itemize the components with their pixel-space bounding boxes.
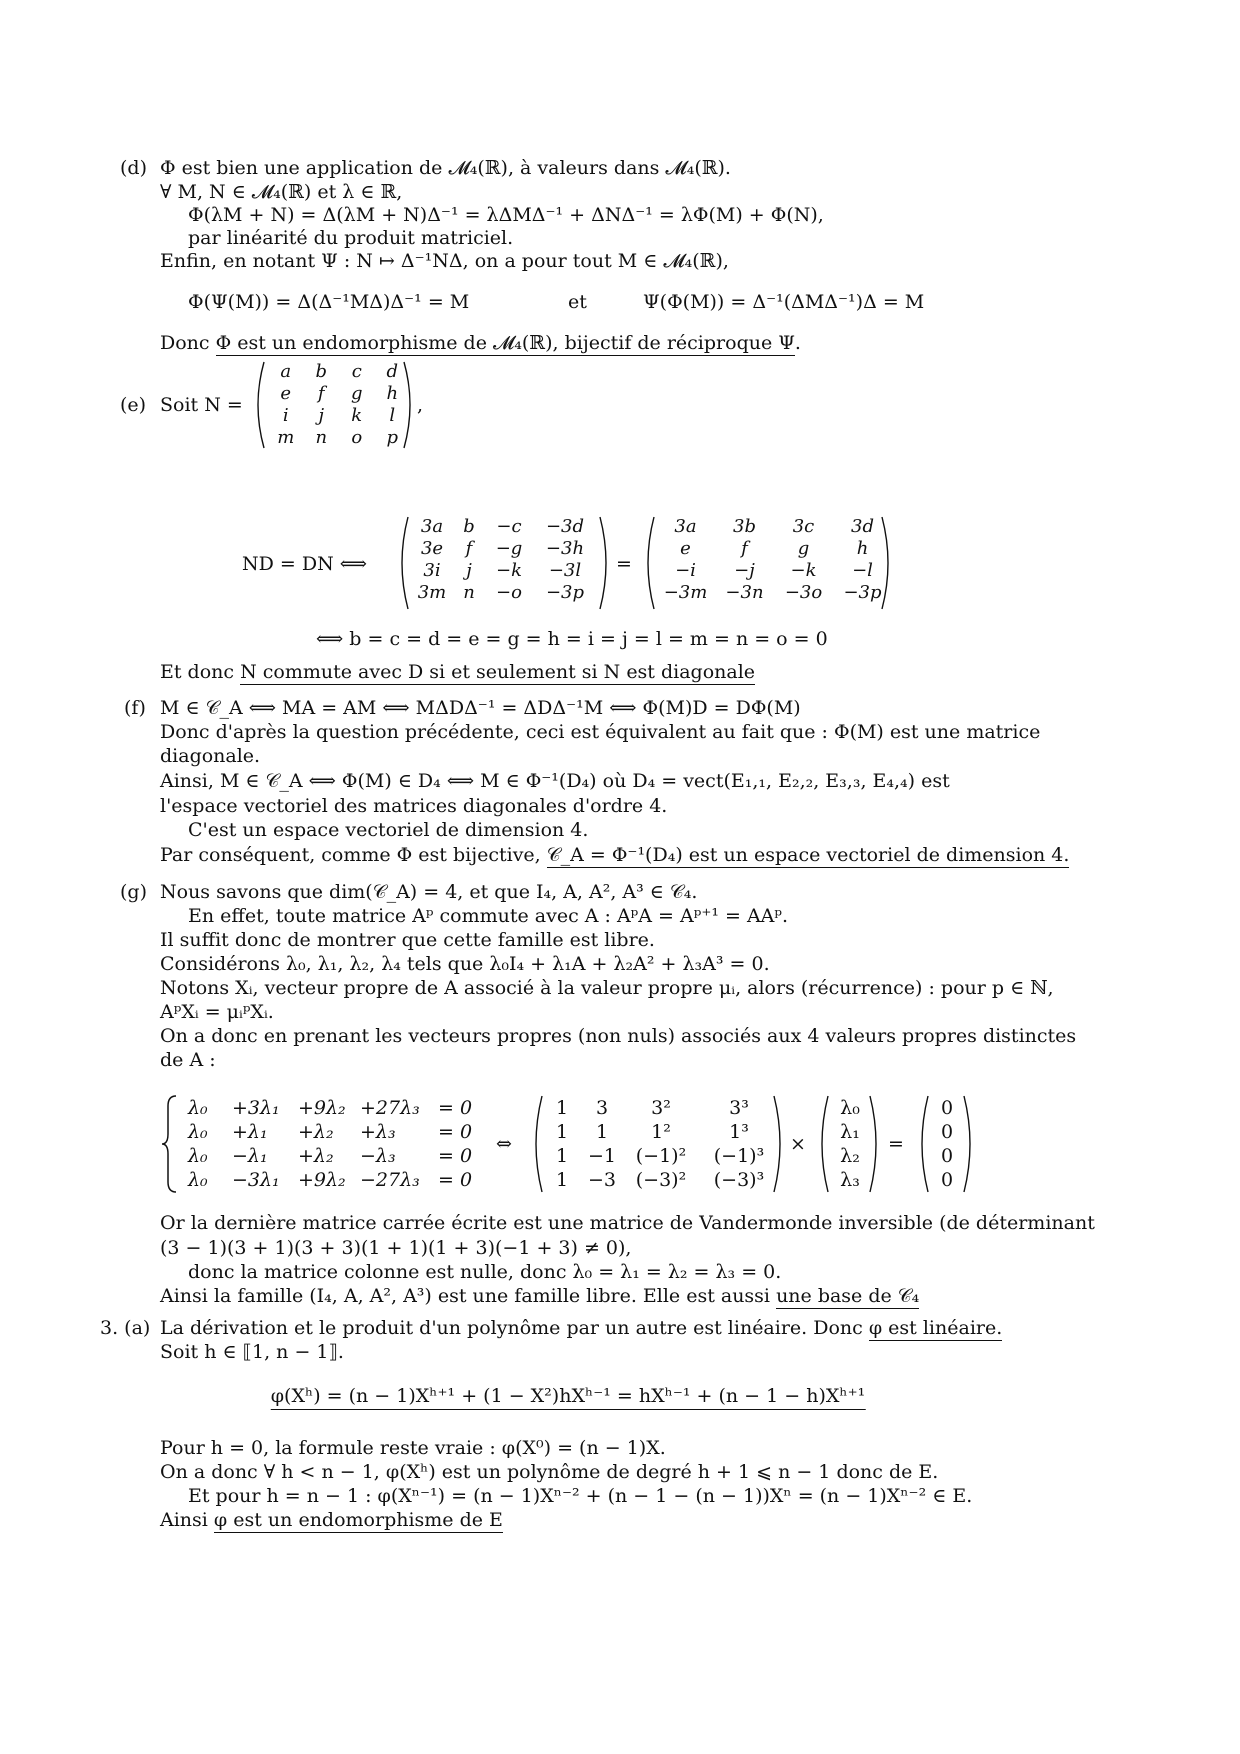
matrix-ND-entry: 3m	[417, 582, 447, 603]
matrix-ND-entry: −k	[496, 560, 522, 581]
lambda-entry: λ₂	[840, 1145, 860, 1167]
g-line-10: (3 − 1)(3 + 1)(3 + 3)(1 + 1)(1 + 3)(−1 + 3) ≠ 0),	[160, 1237, 632, 1259]
linear-system	[188, 1096, 484, 1192]
d-conclusion-underlined: Φ est un endomorphisme de 𝓜₄(ℝ), bijectif de réciproque Ψ	[215, 332, 795, 354]
d-line-3: Φ(λM + N) = Δ(λM + N)Δ⁻¹ = λΔMΔ⁻¹ + ΔNΔ⁻¹ = λΦ(M) + Φ(N),	[188, 204, 824, 226]
g-line-5: Notons Xᵢ, vecteur propre de A associé à la valeur propre μᵢ, alors (récurrence) : pour p ∈ ℕ,	[160, 977, 1054, 999]
matrix-DN-entry: 3d	[851, 516, 874, 537]
f-line-4: Ainsi, M ∈ 𝒞_A ⟺ Φ(M) ∈ D₄ ⟺ M ∈ Φ⁻¹(D₄) où D₄ = vect(E₁,₁, E₂,₂, E₃,₃, E₄,₄) est	[160, 770, 950, 792]
matrix-ND-entry: −3h	[545, 538, 585, 559]
vandermonde-entry: 1	[555, 1121, 569, 1143]
matrix-DN-entry: e	[680, 538, 691, 559]
system-term: +3λ₁	[232, 1097, 280, 1119]
f-line-7-underlined: 𝒞_A = Φ⁻¹(D₄) est un espace vectoriel de dimension 4.	[546, 844, 1070, 866]
g-line-12-prefix: Ainsi la famille (I₄, A, A², A³) est une famille libre. Elle est aussi	[160, 1285, 771, 1307]
matrix-N-left-paren	[250, 360, 266, 450]
d-line-5: Enfin, en notant Ψ : N ↦ Δ⁻¹NΔ, on a pour tout M ∈ 𝓜₄(ℝ),	[160, 250, 729, 272]
d-line-4: par linéarité du produit matriciel.	[188, 227, 514, 249]
matrix-ND-entry: −c	[496, 516, 522, 537]
matrix-ND-right-paren	[598, 515, 614, 611]
matrix-DN-entry: −k	[790, 560, 817, 581]
g-line-7: On a donc en prenant les vecteurs propres (non nuls) associés aux 4 valeurs propres distinctes	[160, 1025, 1077, 1047]
matrix-ND-entry: j	[466, 560, 472, 581]
q3a-line-4: On a donc ∀ h < n − 1, φ(Xʰ) est un polynôme de degré h + 1 ⩽ n − 1 donc de E.	[160, 1461, 939, 1483]
item-label-e: (e)	[120, 394, 147, 416]
matrix-ND-entry: b	[463, 516, 475, 537]
f-line-5: l'espace vectoriel des matrices diagonales d'ordre 4.	[160, 795, 668, 817]
matrix-V-right-paren	[772, 1094, 788, 1194]
system-term: −λ₁	[232, 1145, 268, 1167]
f-line-3: diagonale.	[160, 745, 261, 767]
e-nd-label: ND = DN ⟺	[242, 553, 367, 575]
matrix-DN-entry: −l	[852, 560, 873, 581]
matrix-DN-entry: −3p	[843, 582, 882, 603]
system-term: = 0	[438, 1169, 473, 1191]
g-line-12	[160, 1284, 919, 1308]
zero-entry: 0	[940, 1121, 954, 1143]
vandermonde-entry: (−1)³	[713, 1145, 765, 1167]
vandermonde-entry: 3²	[651, 1097, 671, 1119]
zero-entry: 0	[940, 1145, 954, 1167]
vandermonde-entry: 3	[595, 1097, 609, 1119]
matrix-ND-entry: −3d	[545, 516, 585, 537]
matrix-N-entry: l	[389, 405, 396, 426]
vandermonde-entry: −1	[587, 1145, 616, 1167]
matrix-ND-entry: 3a	[420, 516, 444, 537]
lambda-entry: λ₁	[840, 1121, 860, 1143]
matrix-DN-entry: g	[797, 538, 810, 559]
g-line-1: Nous savons que dim(𝒞_A) = 4, et que I₄, A, A², A³ ∈ 𝒞₄.	[160, 881, 698, 903]
vandermonde-entry: 1³	[729, 1121, 749, 1143]
lambda-vector-right-paren	[868, 1094, 884, 1194]
q3a-line-2: Soit h ∈ ⟦1, n − 1⟧.	[160, 1341, 344, 1363]
vandermonde-entry: (−3)³	[713, 1169, 765, 1191]
matrix-N-entry: j	[318, 405, 325, 426]
matrix-ND-entry: n	[463, 582, 475, 603]
g-line-12-underlined: une base de 𝒞₄	[776, 1285, 920, 1307]
e-equivalence: ⟺ b = c = d = e = g = h = i = j = l = m = n = o = 0	[316, 628, 828, 650]
e-conclusion-underlined: N commute avec D si et seulement si N est diagonale	[240, 661, 756, 683]
g-line-3: Il suffit donc de montrer que cette famille est libre.	[160, 929, 655, 951]
item-label-g: (g)	[120, 881, 147, 903]
d-equation-left: Φ(Ψ(M)) = Δ(Δ⁻¹MΔ)Δ⁻¹ = M	[188, 291, 470, 313]
g-line-4: Considérons λ₀, λ₁, λ₂, λ₄ tels que λ₀I₄ + λ₁A + λ₂A² + λ₃A³ = 0.	[160, 953, 770, 975]
matrix-ND-entry: 3e	[420, 538, 444, 559]
zero-vector	[930, 1096, 964, 1192]
lambda-vector-left-paren	[814, 1094, 830, 1194]
q3a-line-6	[160, 1508, 503, 1532]
q3a-line-1-prefix: La dérivation et le produit d'un polynôme par un autre est linéaire. Donc	[160, 1317, 863, 1339]
matrix-DN-entry: 3c	[792, 516, 815, 537]
f-line-7-prefix: Par conséquent, comme Φ est bijective,	[160, 844, 541, 866]
q3a-equation: φ(Xʰ) = (n − 1)Xʰ⁺¹ + (1 − X²)hXʰ⁻¹ = hXʰ⁻¹ + (n − 1 − h)Xʰ⁺¹	[271, 1384, 866, 1410]
item-label-d: (d)	[120, 157, 147, 179]
matrix-N-entry: b	[315, 361, 328, 382]
system-term: −27λ₃	[360, 1169, 420, 1191]
f-line-1: M ∈ 𝒞_A ⟺ MA = AM ⟺ MΔDΔ⁻¹ = ΔDΔ⁻¹M ⟺ Φ(M)D = DΦ(M)	[160, 697, 801, 719]
matrix-ND-left-paren	[394, 515, 410, 611]
matrix-V-left-paren	[528, 1094, 544, 1194]
matrix-N-entry: o	[351, 427, 363, 448]
zero-vector-right-paren	[962, 1094, 978, 1194]
vandermonde-entry: 1	[555, 1169, 569, 1191]
g-line-11: donc la matrice colonne est nulle, donc λ₀ = λ₁ = λ₂ = λ₃ = 0.	[188, 1261, 782, 1283]
d-line-1: Φ est bien une application de 𝓜₄(ℝ), à valeurs dans 𝓜₄(ℝ).	[160, 157, 731, 179]
zero-entry: 0	[940, 1169, 954, 1191]
matrix-DN-entry: −3n	[725, 582, 764, 603]
system-term: +9λ₂	[298, 1097, 346, 1119]
q3a-line-1-underlined: φ est linéaire.	[868, 1317, 1003, 1339]
lambda-entry: λ₃	[840, 1169, 860, 1191]
system-term: −λ₃	[360, 1145, 396, 1167]
matrix-N-entry: e	[280, 383, 292, 404]
matrix-ND-entry: −3p	[545, 582, 585, 603]
e-conclusion-prefix: Et donc	[160, 661, 235, 683]
system-term: = 0	[438, 1097, 473, 1119]
q3a-line-5: Et pour h = n − 1 : φ(Xⁿ⁻¹) = (n − 1)Xⁿ⁻² + (n − 1 − (n − 1))Xⁿ = (n − 1)Xⁿ⁻² ∈ E.	[188, 1485, 973, 1507]
system-term: = 0	[438, 1145, 473, 1167]
e-comma: ,	[417, 394, 424, 416]
g-line-8: de A :	[160, 1049, 216, 1071]
matrix-N-entry: d	[386, 361, 399, 382]
g-line-6: AᵖXᵢ = μᵢᵖXᵢ.	[160, 1001, 274, 1023]
vandermonde-entry: −3	[587, 1169, 616, 1191]
e-equals: =	[616, 553, 632, 575]
matrix-N-entry: m	[277, 427, 295, 448]
matrix-DN-entry: −i	[675, 560, 696, 581]
matrix-ND-entry: −3l	[548, 560, 582, 581]
matrix-DN-entry: h	[856, 538, 869, 559]
matrix-N-entry: a	[280, 361, 292, 382]
system-term: λ₀	[188, 1121, 208, 1143]
matrix-ND-entry: f	[465, 538, 473, 559]
matrix-DN-entry: 3b	[733, 516, 756, 537]
d-equation-right: Ψ(Φ(M)) = Δ⁻¹(ΔMΔ⁻¹)Δ = M	[643, 291, 925, 313]
matrix-ND-entry: −g	[495, 538, 523, 559]
q3a-line-6-underlined: φ est un endomorphisme de E	[213, 1509, 503, 1531]
matrix-DN	[656, 516, 892, 604]
e-conclusion	[160, 660, 755, 684]
matrix-DN-entry: f	[741, 538, 748, 559]
d-conclusion-suffix: .	[794, 332, 801, 354]
matrix-N	[268, 361, 410, 449]
vandermonde-entry: (−1)²	[635, 1145, 687, 1167]
system-term: +λ₃	[360, 1121, 396, 1143]
vandermonde-entry: 1	[555, 1145, 569, 1167]
q3a-line-1	[160, 1316, 1002, 1340]
item-label-f: (f)	[124, 697, 146, 719]
matrix-N-entry: k	[351, 405, 363, 426]
system-term: λ₀	[188, 1169, 208, 1191]
f-line-2: Donc d'après la question précédente, ceci est équivalent au fait que : Φ(M) est une matrice	[160, 721, 1041, 743]
g-line-2: En effet, toute matrice Aᵖ commute avec A : AᵖA = Aᵖ⁺¹ = AAᵖ.	[188, 905, 789, 927]
system-term: λ₀	[188, 1097, 208, 1119]
system-term: +27λ₃	[360, 1097, 420, 1119]
d-equation-et: et	[568, 291, 587, 313]
matrix-N-entry: i	[282, 405, 289, 426]
zero-entry: 0	[940, 1097, 954, 1119]
times-sign: ×	[790, 1133, 806, 1155]
vandermonde-entry: 3³	[729, 1097, 749, 1119]
d-line-2: ∀ M, N ∈ 𝓜₄(ℝ) et λ ∈ ℝ,	[160, 181, 403, 203]
f-line-7	[160, 843, 1069, 867]
e-soit: Soit N =	[160, 394, 243, 416]
matrix-N-entry: c	[351, 361, 362, 382]
matrix-DN-right-paren	[880, 515, 896, 611]
d-conclusion-prefix: Donc	[160, 332, 210, 354]
matrix-ND	[410, 516, 596, 604]
matrix-N-entry: n	[315, 427, 328, 448]
lambda-entry: λ₀	[840, 1097, 860, 1119]
matrix-DN-entry: −3o	[784, 582, 823, 603]
item-label-3a: 3. (a)	[100, 1317, 151, 1339]
vandermonde-entry: 1²	[651, 1121, 671, 1143]
system-term: −3λ₁	[232, 1169, 280, 1191]
g-line-9: Or la dernière matrice carrée écrite est une matrice de Vandermonde inversible (de déterminant	[160, 1212, 1095, 1234]
vector-equals: =	[888, 1133, 904, 1155]
vandermonde-entry: 1	[555, 1097, 569, 1119]
vandermonde-entry: (−3)²	[635, 1169, 687, 1191]
matrix-N-entry: f	[317, 383, 325, 404]
matrix-N-entry: g	[350, 383, 363, 404]
matrix-DN-entry: −j	[734, 560, 755, 581]
matrix-DN-left-paren	[640, 515, 656, 611]
d-conclusion	[160, 331, 801, 355]
system-term: λ₀	[188, 1145, 208, 1167]
q3a-line-3: Pour h = 0, la formule reste vraie : φ(X⁰) = (n − 1)X.	[160, 1437, 666, 1459]
system-term: +9λ₂	[298, 1169, 346, 1191]
zero-vector-left-paren	[914, 1094, 930, 1194]
matrix-ND-entry: −o	[496, 582, 522, 603]
system-iff: ⇔	[496, 1133, 512, 1155]
f-line-6: C'est un espace vectoriel de dimension 4.	[188, 819, 589, 841]
matrix-DN-entry: −3m	[663, 582, 708, 603]
matrix-ND-entry: 3i	[423, 560, 441, 581]
matrix-N-right-paren	[402, 360, 418, 450]
system-term: +λ₂	[298, 1145, 334, 1167]
lambda-vector	[830, 1096, 870, 1192]
vandermonde-matrix	[544, 1096, 780, 1192]
matrix-N-entry: p	[386, 427, 399, 448]
system-term: +λ₂	[298, 1121, 334, 1143]
system-term: = 0	[438, 1121, 473, 1143]
matrix-N-entry: h	[386, 383, 399, 404]
vandermonde-entry: 1	[595, 1121, 609, 1143]
matrix-DN-entry: 3a	[674, 516, 697, 537]
q3a-line-6-prefix: Ainsi	[160, 1509, 208, 1531]
system-left-brace	[160, 1094, 178, 1194]
system-term: +λ₁	[232, 1121, 268, 1143]
